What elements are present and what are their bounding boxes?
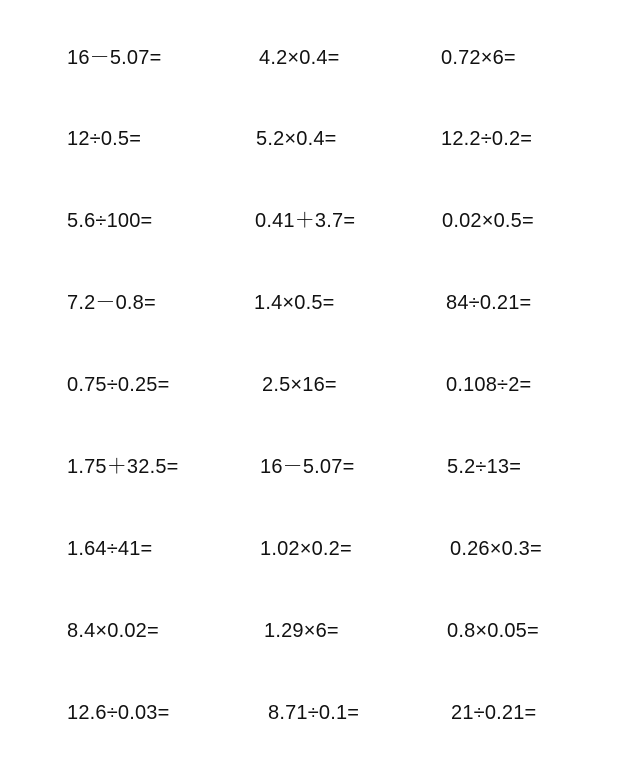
problem: 1.64÷41=	[67, 538, 153, 560]
problem: 12.2÷0.2=	[441, 128, 533, 150]
problem: 5.2÷13=	[447, 456, 522, 478]
problem: 0.8×0.05=	[447, 620, 539, 642]
problem-row-3	[0, 201, 640, 241]
problem: 0.72×6=	[441, 47, 516, 69]
problem: 84÷0.21=	[446, 292, 532, 314]
problem: 0.108÷2=	[446, 374, 532, 396]
problem: 16－5.07=	[260, 456, 355, 478]
problem: 8.71÷0.1=	[268, 702, 360, 724]
problem: 5.2×0.4=	[256, 128, 337, 150]
problem-row-5	[0, 365, 640, 405]
problem-row-4	[0, 283, 640, 323]
problem: 21÷0.21=	[451, 702, 537, 724]
problem: 1.02×0.2=	[260, 538, 352, 560]
problem-row-9	[0, 693, 640, 733]
problem-row-6	[0, 447, 640, 487]
problem: 1.75＋32.5=	[67, 456, 179, 478]
problem: 0.26×0.3=	[450, 538, 542, 560]
problem: 7.2－0.8=	[67, 292, 156, 314]
problem: 5.6÷100=	[67, 210, 153, 232]
problem: 0.02×0.5=	[442, 210, 534, 232]
problem-row-1	[0, 38, 640, 78]
problem: 1.29×6=	[264, 620, 339, 642]
problem: 12÷0.5=	[67, 128, 142, 150]
problem: 2.5×16=	[262, 374, 337, 396]
problem-row-8	[0, 611, 640, 651]
problem: 4.2×0.4=	[259, 47, 340, 69]
problem-row-7	[0, 529, 640, 569]
problem-row-2	[0, 119, 640, 159]
problem: 12.6÷0.03=	[67, 702, 170, 724]
problem: 0.75÷0.25=	[67, 374, 170, 396]
problem: 16－5.07=	[67, 47, 162, 69]
problem: 0.41＋3.7=	[255, 210, 356, 232]
problem: 8.4×0.02=	[67, 620, 159, 642]
problem: 1.4×0.5=	[254, 292, 335, 314]
